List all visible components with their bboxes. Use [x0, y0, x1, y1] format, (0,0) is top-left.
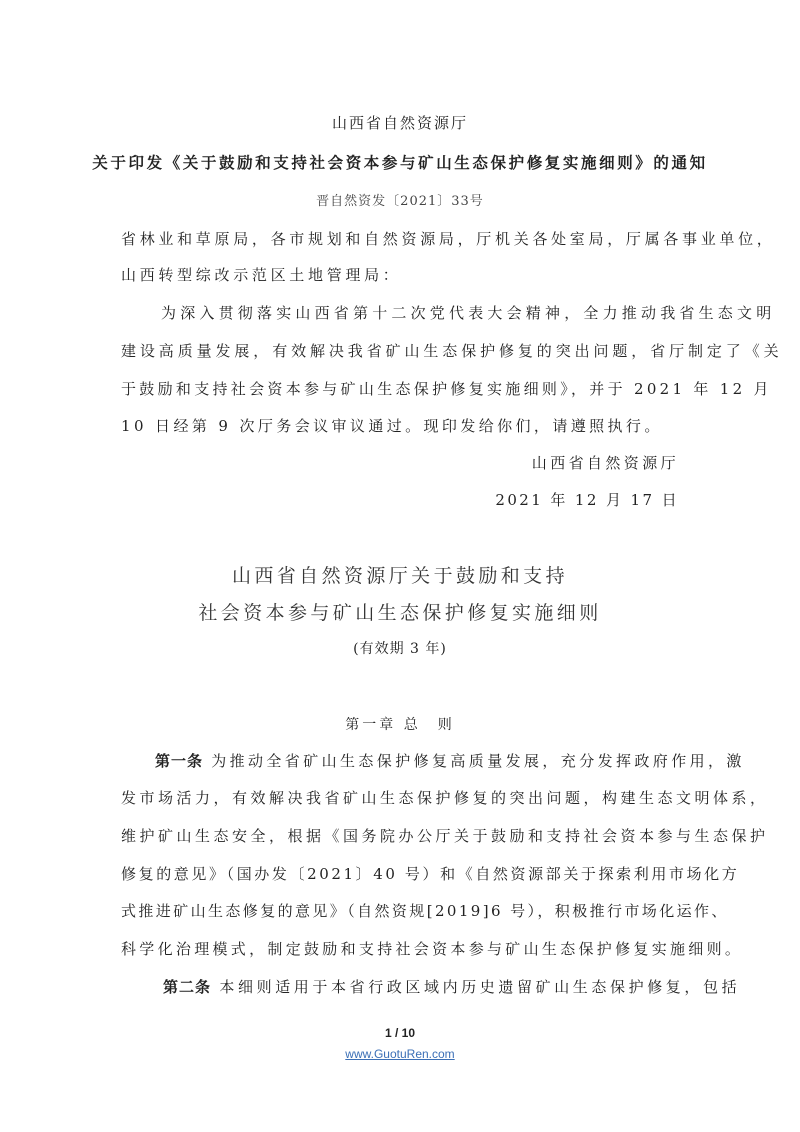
body-line-4: 10 日经第 9 次厅务会议审议通过。现印发给你们，请遵照执行。 [121, 417, 663, 435]
website-link[interactable]: www.GuotuRen.com [345, 1047, 455, 1061]
validity-period: (有效期 3 年) [353, 641, 447, 657]
article-1-line-6: 科学化治理模式，制定鼓励和支持社会资本参与矿山生态保护修复实施细则。 [121, 940, 744, 958]
article-1-line-3: 维护矿山生态安全，根据《国务院办公厅关于鼓励和支持社会资本参与生态保护 [121, 827, 769, 845]
article-1-line-2: 发市场活力，有效解决我省矿山生态保护修复的突出问题，构建生态文明体系， [121, 789, 769, 807]
article-2-label: 第二条 [163, 978, 212, 996]
article-1-text: 为推动全省矿山生态保护修复高质量发展，充分发挥政府作用，激 [211, 752, 745, 770]
article-1-line-5: 式推进矿山生态修复的意见》（自然资规[2019]6 号），积极推行市场化运作、 [121, 902, 729, 920]
article-2-first-line [163, 977, 741, 997]
footer-website [0, 1047, 800, 1061]
article-2-text: 本细则适用于本省行政区域内历史遗留矿山生态保护修复，包括 [219, 978, 741, 996]
article-1-label: 第一条 [155, 752, 204, 770]
recipients-line-2: 山西转型综改示范区土地管理局： [121, 266, 402, 284]
body-line-3: 于鼓励和支持社会资本参与矿山生态保护修复实施细则》，并于 2021 年 12 月 [121, 380, 772, 398]
page-indicator: 1 / 10 [384, 1026, 416, 1040]
notice-title: 关于印发《关于鼓励和支持社会资本参与矿山生态保护修复实施细则》的通知 [92, 154, 708, 172]
issue-date: 2021 年 12 月 17 日 [495, 491, 679, 509]
body-line-1: 为深入贯彻落实山西省第十二次党代表大会精神，全力推动我省生态文明 [161, 304, 776, 322]
signature: 山西省自然资源厅 [531, 454, 679, 472]
rules-title-line-2: 社会资本参与矿山生态保护修复实施细则 [198, 602, 602, 624]
article-1-line-4: 修复的意见》（国办发〔2021〕40 号）和《自然资源部关于探索利用市场化方 [121, 865, 740, 883]
rules-title-line-1: 山西省自然资源厅关于鼓励和支持 [231, 565, 568, 587]
body-line-2: 建设高质量发展，有效解决我省矿山生态保护修复的突出问题，省厅制定了《关 [121, 342, 783, 360]
document-number: 晋自然资发〔2021〕33号 [316, 194, 484, 209]
recipients-line-1: 省林业和草原局，各市规划和自然资源局，厅机关各处室局，厅属各事业单位， [121, 230, 776, 248]
issuer-heading: 山西省自然资源厅 [331, 114, 468, 132]
chapter-1-title: 第一章 总 则 [345, 717, 455, 733]
article-1-first-line [155, 751, 745, 771]
